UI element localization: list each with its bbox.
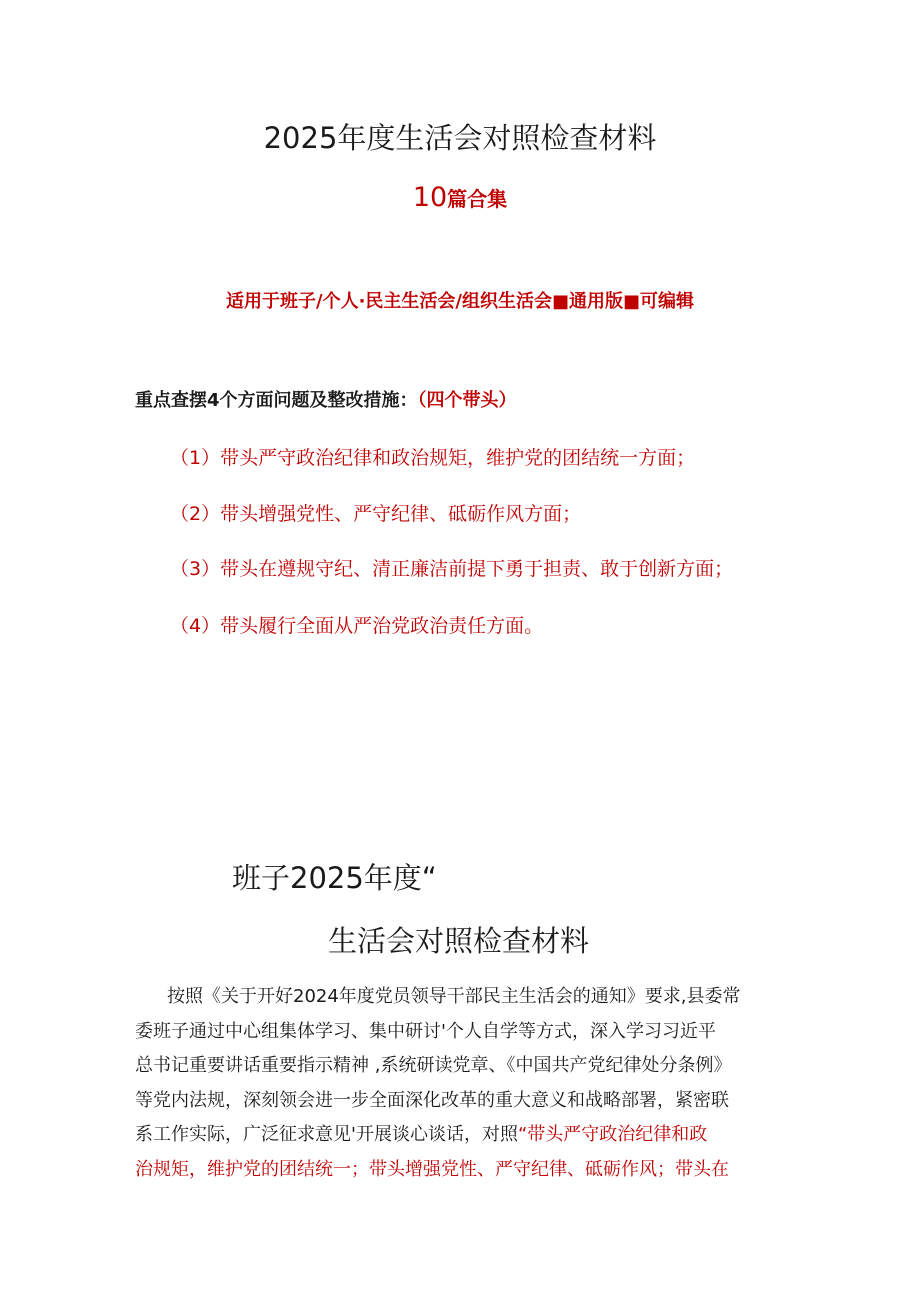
body-line-5-text: 系工作实际，广泛征求意见'开展谈心谈话，对照 <box>135 1124 518 1145</box>
body-line-1: 按照《关于开好2024年度党员领导干部民主生活会的通知》要求,县委常 <box>167 986 741 1007</box>
focus-label: 重点查摆4个方面问题及整改措施： <box>135 390 418 411</box>
focus-item-2: （2）带头增强党性、严守纪律、砥砺作风方面； <box>170 503 582 525</box>
focus-item-3: （3）带头在遵规守纪、清正廉洁前提下勇于担责、敢于创新方面； <box>170 558 734 580</box>
body-line-2: 委班子通过中心组集体学习、集中研讨'个人自学等方式，深入学习习近平 <box>135 1020 716 1042</box>
collection-label: 篇合集 <box>447 187 508 211</box>
body-line-4: 等党内法规，深刻领会进一步全面深化改革的重大意义和战略部署，紧密联 <box>135 1089 729 1111</box>
collection-subtitle <box>0 182 920 213</box>
body-line-5-highlight: “带头严守政治纪律和政 <box>517 1124 708 1145</box>
focus-heading <box>135 386 517 412</box>
focus-item-4: （4）带头履行全面从严治党政治责任方面。 <box>170 615 544 637</box>
document-title: 2025年度生活会对照检查材料 <box>263 121 657 155</box>
applicability-note: 适用于班子/个人·民主生活会/组织生活会■通用版■可编辑 <box>226 291 694 312</box>
body-line-3: 总书记重要讲话重要指示精神 ,系统研读党章、《中国共产党纪律处分条例》 <box>135 1055 732 1076</box>
focus-highlight: （四个带头） <box>417 390 517 411</box>
section-title-line1: 班子2025年度“ <box>232 861 437 895</box>
collection-count: 10 <box>412 182 448 213</box>
body-paragraph <box>135 980 795 1187</box>
body-line-5 <box>135 1118 795 1153</box>
section-title-line2: 生活会对照检查材料 <box>328 924 590 958</box>
body-line-6: 治规矩，维护党的团结统一；带头增强党性、严守纪律、砥砺作风；带头在 <box>135 1158 729 1180</box>
focus-item-1: （1）带头严守政治纪律和政治规矩，维护党的团结统一方面； <box>170 447 696 469</box>
